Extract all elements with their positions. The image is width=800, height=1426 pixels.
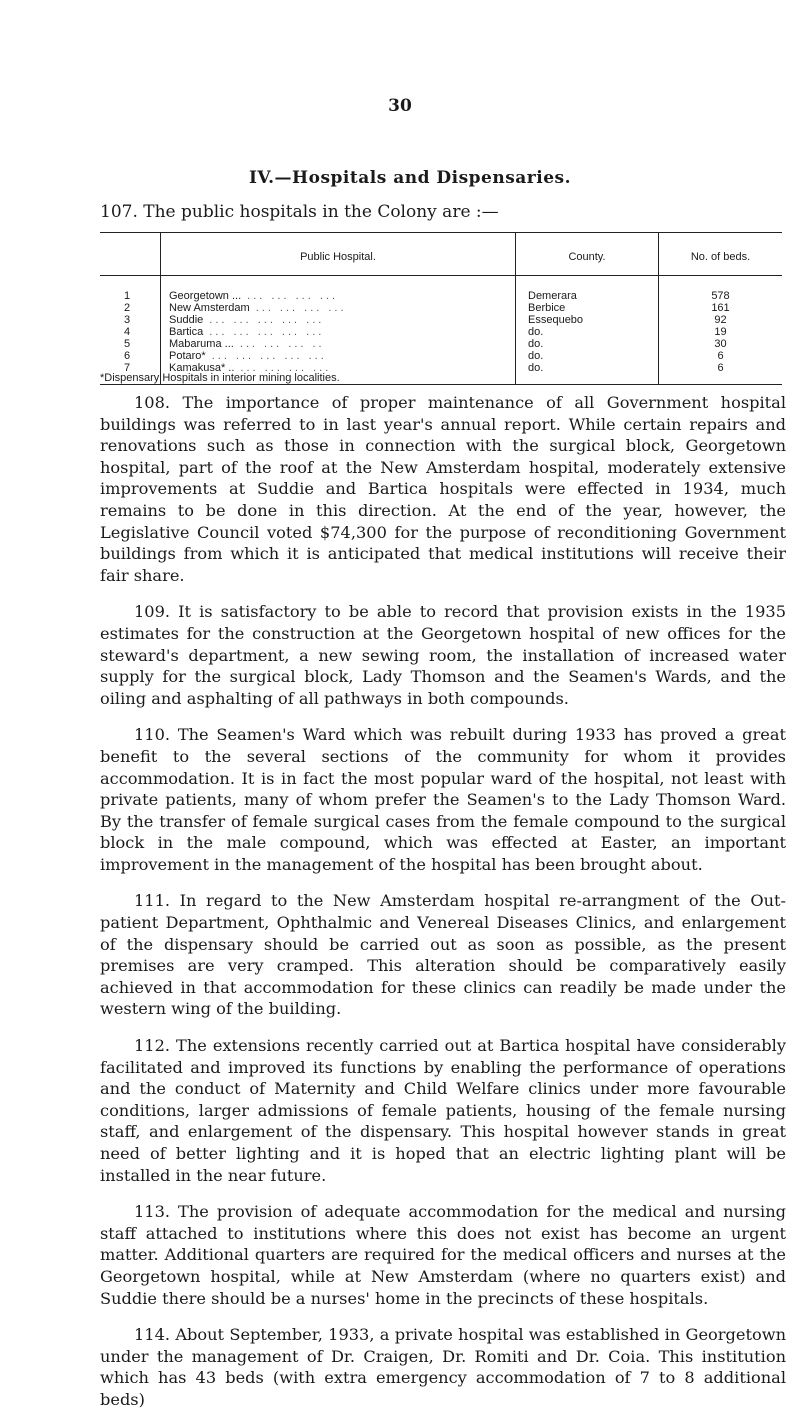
row-number: 3	[100, 314, 161, 326]
paragraph-108: 108. The importance of proper maintenance of all Government hospital buildings was referred to in last year's annual report. While certain repairs and renovations such as those in connection with the surgical block, Georgetown hospital, part of the roof at the New Amsterdam hospital, moderately extensive improvements at Suddie and Bartica hospitals were effected in 1934, much remains to be done in this direction. At the end of the year, however, the Legislative Council voted $74,300 for the purpose of reconditioning Government buildings from which it is anticipated that medical institutions will receive their fair share.	[100, 393, 786, 585]
county-name: do.	[516, 350, 659, 362]
hospitals-table	[100, 232, 782, 385]
table-row	[100, 302, 782, 314]
bed-count: 19	[714, 326, 727, 338]
bed-count: 30	[714, 338, 727, 350]
paragraph-113: 113. The provision of adequate accommodation for the medical and nursing staff attached to institutions where this does not exist has become an urgent matter. Additional quarters are required for the medical officers and nurses at the Georgetown hospital, while at New Amsterdam (where no quarters exist) and Suddie there should be a nurses' home in the precincts of these hospitals.	[100, 1202, 786, 1308]
section-title: IV.—Hospitals and Dispensaries.	[248, 168, 572, 188]
hospital-name: Suddie ... ... ... ... ...	[161, 314, 516, 326]
table-row	[100, 326, 782, 338]
paragraph-114: 114. About September, 1933, a private hospital was established in Georgetown under the management of Dr. Craigen, Dr. Romiti and Dr. Coia. This institution which has 43 beds (with extra emergency accommodation of 7 to 8 additional beds)	[100, 1325, 786, 1409]
row-number: 5	[100, 338, 161, 350]
table-footnote: *Dispensary Hospitals in interior mining localities.	[100, 372, 340, 384]
page-number: 30	[388, 96, 412, 116]
county-name: do.	[516, 338, 659, 350]
table-row	[100, 350, 782, 362]
header-number	[100, 233, 161, 276]
hospital-name: Bartica ... ... ... ... ...	[161, 326, 516, 338]
header-beds: No. of beds.	[659, 233, 783, 276]
bed-count: 578	[711, 290, 730, 302]
hospital-name: Georgetown ... ... ... ... ...	[161, 276, 516, 303]
row-number: 7	[100, 362, 161, 385]
paragraph-110: 110. The Seamen's Ward which was rebuilt during 1933 has proved a great benefit to the several sections of the community for whom it provides accommodation. It is in fact the most popular ward of the hospital, not least with private patients, many of whom prefer the Seamen's to the Lady Thomson Ward. By the transfer of female surgical cases from the female compound to the surgical block in the male compound, which was effected at Easter, an important improvement in the management of the hospital has been brought about.	[100, 725, 786, 874]
county-name: Demerara	[516, 276, 659, 303]
row-number: 6	[100, 350, 161, 362]
header-county: County.	[516, 233, 659, 276]
bed-count: 6	[717, 350, 724, 362]
county-name: do.	[516, 326, 659, 338]
body-text	[100, 392, 786, 1426]
intro-text: 107. The public hospitals in the Colony are :—	[100, 202, 499, 222]
table-header-row	[100, 233, 782, 276]
county-name: Berbice	[516, 302, 659, 314]
header-hospital: Public Hospital.	[161, 233, 516, 276]
bed-count: 6	[659, 362, 783, 385]
row-number: 2	[100, 302, 161, 314]
row-number: 1	[100, 276, 161, 303]
row-number: 4	[100, 326, 161, 338]
county-name: do.	[516, 362, 659, 385]
paragraph-112: 112. The extensions recently carried out at Bartica hospital have considerably facilitated and improved its functions by enabling the performance of operations and the conduct of Maternity and Child Welfare clinics under more favourable conditions, larger admissions of female patients, housing of the female nursing staff, and enlargement of the dispensary. This hospital however stands in great need of better lighting and it is hoped that an electric lighting plant will be installed in the near future.	[100, 1036, 786, 1185]
bed-count: 92	[714, 314, 727, 326]
paragraph-111: 111. In regard to the New Amsterdam hospital re-arrangment of the Out-patient Department, Ophthalmic and Venereal Diseases Clinics, and enlargement of the dispensary should be carried out as soon as possible, as the present premises are very cramped. This alteration should be comparatively easily achieved in that accommodation for these clinics can readily be made under the western wing of the building.	[100, 891, 786, 1019]
table-row	[100, 314, 782, 326]
county-name: Essequebo	[516, 314, 659, 326]
hospital-name: New Amsterdam ... ... ... ...	[161, 302, 516, 314]
hospital-name: Kamakusa* .. ... ... ... ...	[161, 362, 516, 385]
hospital-name: Potaro* ... ... ... ... ...	[161, 350, 516, 362]
paragraph-109: 109. It is satisfactory to be able to record that provision exists in the 1935 estimates for the construction at the Georgetown hospital of new offices for the steward's department, a new sewing room, the installation of increased water supply for the surgical block, Lady Thomson and the Seamen's Wards, and the oiling and asphalting of all pathways in both compounds.	[100, 602, 786, 708]
table-row	[100, 338, 782, 350]
hospital-name: Mabaruma ... ... ... ... ..	[161, 338, 516, 350]
bed-count: 161	[711, 302, 730, 314]
table-row	[100, 276, 782, 303]
